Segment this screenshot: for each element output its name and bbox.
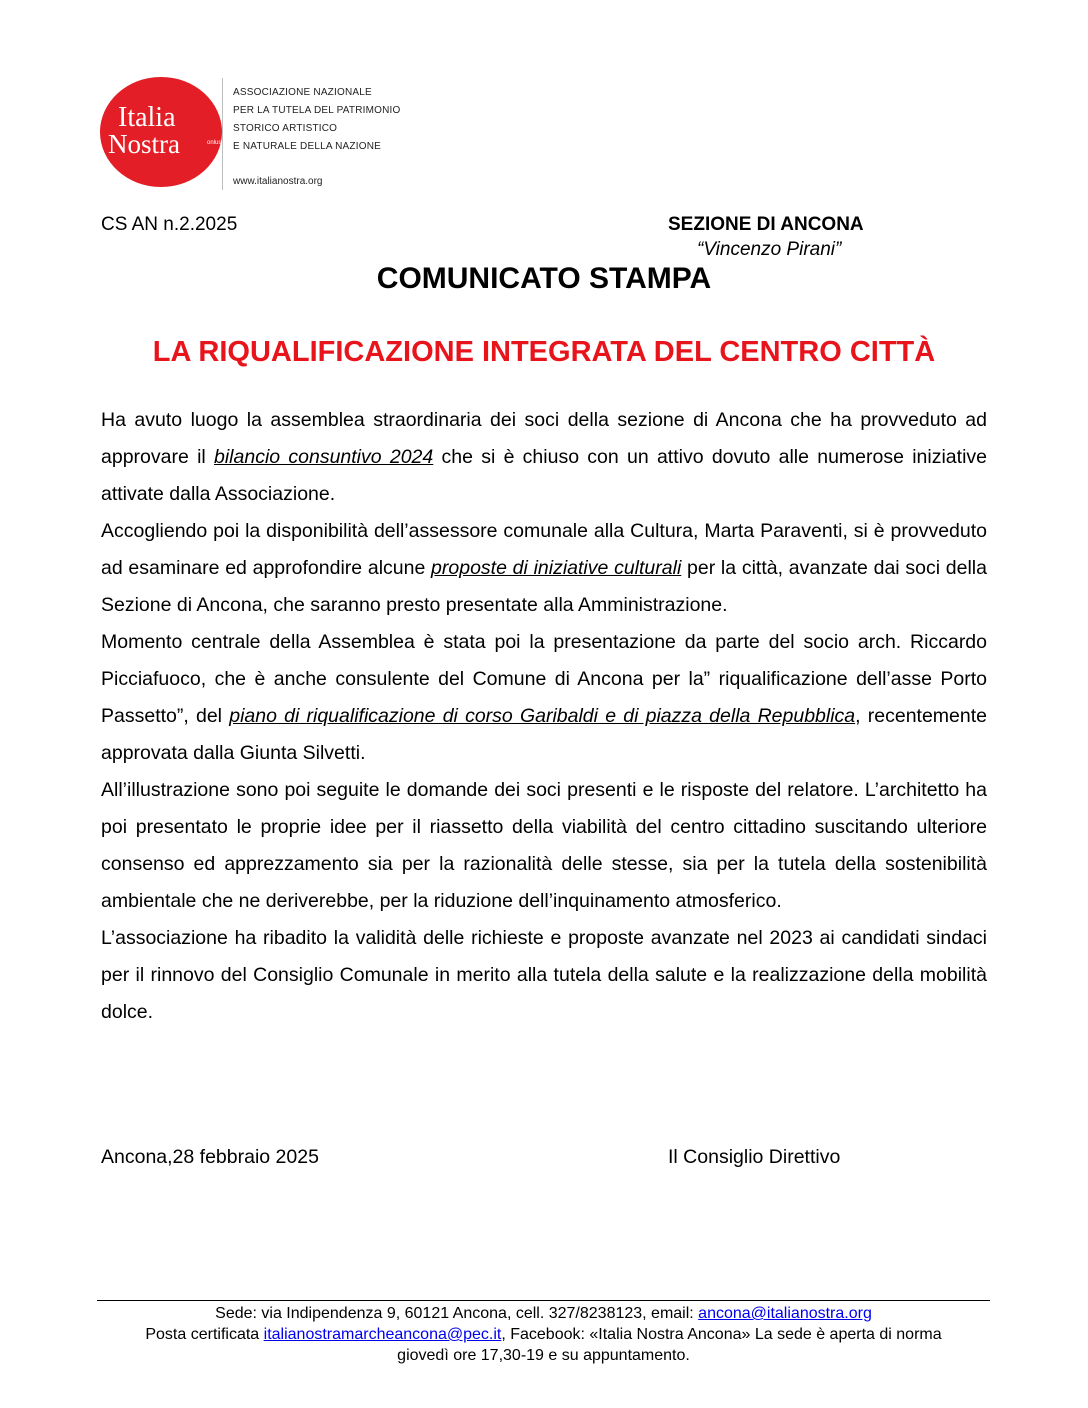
- footer-line: giovedì ore 17,30-19 e su appuntamento.: [397, 1347, 690, 1364]
- logo-tagline-line: STORICO ARTISTICO: [233, 123, 338, 134]
- logo-word-nostra: Nostra: [108, 129, 180, 159]
- footer-divider: [97, 1300, 990, 1301]
- section-dedication: “Vincenzo Pirani”: [697, 239, 842, 260]
- paragraph: All’illustrazione sono poi seguite le domande dei soci presenti e le risposte del relatore. L’architetto ha poi presentato le proprie idee per il riassetto della viabilità del centro cittadino suscitando ulteriore consenso ed apprezzamento sia per la razionalità delle stesse, sia per la tutela della sostenibilità ambientale che ne deriverebbe, per la riduzione dell’inquinamento atmosferico.: [101, 779, 987, 912]
- logo-tagline-line: PER LA TUTELA DEL PATRIMONIO: [233, 105, 401, 116]
- place-and-date: Ancona,28 febbraio 2025: [101, 1146, 319, 1168]
- press-release-body: [101, 402, 987, 1031]
- press-release-headline: LA RIQUALIFICAZIONE INTEGRATA DEL CENTRO CITTÀ: [152, 336, 936, 368]
- email-link[interactable]: ancona@italianostra.org: [698, 1305, 872, 1322]
- logo-word-italia: Italia: [118, 102, 176, 133]
- italia-nostra-logo: [100, 72, 420, 194]
- footer-line: Posta certificata italianostramarcheancona@pec.it, Facebook: «Italia Nostra Ancona» La sede è aperta di norma: [145, 1326, 942, 1343]
- logo-website: www.italianostra.org: [233, 176, 323, 187]
- paragraph: Momento centrale della Assemblea è stata poi la presentazione da parte del socio arch. Riccardo Picciafuoco, che è anche consulente del Comune di Ancona per la” riqualificazione dell’asse Porto Passetto”, del piano di riqualificazione di corso Garibaldi e di piazza della Repubblica, recentemente approvata dalla Giunta Silvetti.: [101, 631, 987, 764]
- section-name: SEZIONE DI ANCONA: [668, 214, 864, 235]
- document-type-title: COMUNICATO STAMPA: [376, 262, 712, 295]
- emphasis: proposte di iniziative culturali: [431, 557, 682, 579]
- paragraph: Ha avuto luogo la assemblea straordinaria dei soci della sezione di Ancona che ha provveduto ad approvare il bilancio consuntivo 2024 che si è chiuso con un attivo dovuto alle numerose iniziative attivate dalla Associazione.: [101, 409, 987, 505]
- pec-email-link[interactable]: italianostramarcheancona@pec.it: [263, 1326, 502, 1343]
- paragraph: Accogliendo poi la disponibilità dell’assessore comunale alla Cultura, Marta Paraventi, si è provveduto ad esaminare ed approfondire alcune proposte di iniziative culturali per la città, avanzate dai soci della Sezione di Ancona, che saranno presto presentate alla Amministrazione.: [101, 520, 987, 616]
- emphasis: bilancio consuntivo 2024: [214, 446, 434, 468]
- logo-tagline-line: E NATURALE DELLA NAZIONE: [233, 141, 381, 152]
- footer-contacts: [97, 1303, 990, 1366]
- logo-registered-mark: onlus: [207, 140, 222, 146]
- signatory: Il Consiglio Direttivo: [668, 1146, 841, 1168]
- document-reference: CS AN n.2.2025: [101, 214, 238, 235]
- logo-tagline-line: ASSOCIAZIONE NAZIONALE: [233, 87, 372, 98]
- logo-red-circle: [100, 77, 222, 187]
- footer-line: Sede: via Indipendenza 9, 60121 Ancona, cell. 327/8238123, email: ancona@italianostra.org: [215, 1305, 872, 1322]
- logo-tagline: [233, 84, 401, 156]
- emphasis: piano di riqualificazione di corso Garibaldi e di piazza della Repubblica: [229, 705, 856, 727]
- logo-divider: [222, 78, 223, 190]
- paragraph: L’associazione ha ribadito la validità delle richieste e proposte avanzate nel 2023 ai candidati sindaci per il rinnovo del Consiglio Comunale in merito alla tutela della salute e la realizzazione della mobilità dolce.: [101, 927, 987, 1023]
